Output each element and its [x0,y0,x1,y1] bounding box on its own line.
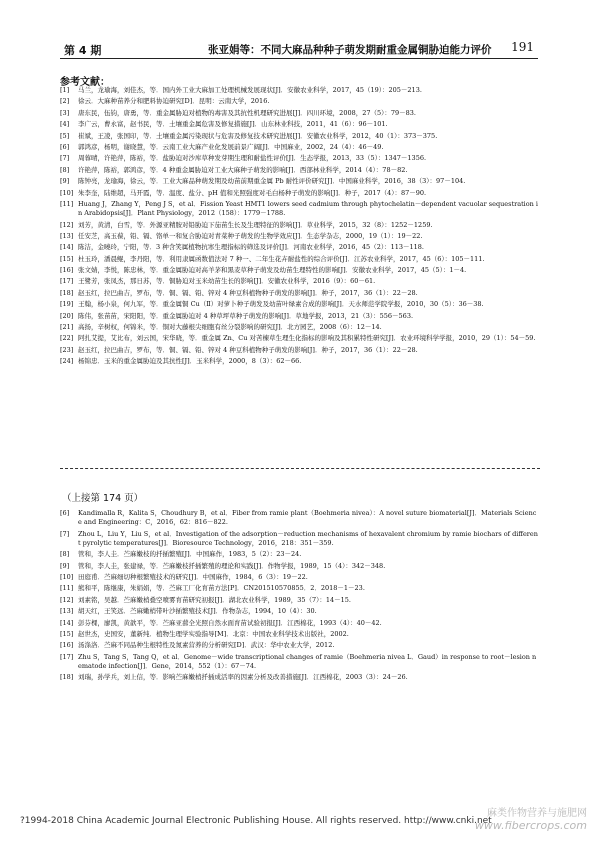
reference-number: [5] [60,131,70,140]
reference-number: [11] [60,199,74,208]
reference-text: 周蓉晴，许艳萍，陈裕，等．盐胁迫对沙库草种发芽期生理和耐盐性评价[J]．生态学报，2013，33（5）：1347－1356. [78,154,427,163]
reference-number: [24] [60,357,74,366]
reference-text: 胡天红，王笑远．苎麻嫩梢带叶沙插繁殖技术[J]．作物杂志，1994，10（4）：30. [78,607,317,616]
reference-text: 刘芳，黄清，白雪，等．外源亚精胺对铅胁迫下茄苗生长及生理特征的影响[J]．草业科学，2015，32（8）：1252－1259. [78,220,433,229]
reference-item [60,200,540,218]
reference-text: 徐云．大麻种苗养分和肥料协迫研究[D]．昆明：云南大学，2016. [78,97,270,106]
reference-number: [16] [60,641,74,650]
reference-text: 唐东民，伍钧，唐勇，等．重金属胁迫对植物的毒害及其抗性机理研究进展[J]．四川环境，2008，27（5）：79－83. [78,108,416,117]
reference-item [60,323,540,332]
reference-number: [17] [60,277,74,286]
reference-item [60,232,540,241]
reference-list [60,86,540,369]
running-header [60,36,538,59]
reference-text: 任安芝，高玉葆，铅、镉、铬单一和复合胁迫对青菜种子萌发的生物学效应[J]．生态学杂志，2000，19（1）：19－22. [78,231,423,240]
reference-text: 陈洁，金曉玲，宁阳，等．3 种含笑属植物抗寒生理指标的筛选及评价[J]．河南农业科学，2016，45（2）：113－118. [78,243,424,252]
reference-number: [18] [60,288,74,297]
reference-number: [10] [60,188,74,197]
reference-item [60,109,540,118]
reference-text: Zhou L，Liu Y，Liu S，et al．Investigation of the adsorption－reduction mechanisms of hexavalent chromium by ramie biochars of different pyrolytic temperatures[J]．Bioresource Technology，2016，218：351－359. [78,529,538,547]
reference-number: [6] [60,142,70,151]
reference-text: 朱李奎，陆维超，马开霞，等．温度、盐分、pH 值和光照强度对毛白杨种子萌发的影响[J]．种子，2017（4）：87－90. [78,188,427,197]
reference-number: [9] [60,561,70,570]
reference-item [60,120,540,129]
reference-number: [14] [60,243,74,252]
reference-text: Zhu S，Tang S，Tang Q，et al．Genome－wide transcriptional changes of ramie（Boehmeria nivea L．Gaud）in response to root－lesion nematode infection[J]．Gene，2014，552（1）：67－74. [78,652,537,670]
continued-label: （上接第 174 页） [62,493,144,504]
reference-item [60,97,540,106]
running-title: 张亚娟等：不同大麻品种种子萌发期耐重金属铜胁迫能力评价 [208,44,492,56]
reference-text: 许艳萍，陈裕，郭鸿彦，等．4 种重金属胁迫对工业大麻种子萌发的影响[J]．西部林业科学，2014（4）：78－82. [78,165,408,174]
reference-text: 管和，李人圭，张建禄，等．苎麻嫩枝扦插繁殖的理论和实践[J]．作物学报，1989，15（4）：342－348. [78,561,386,570]
reference-text: 马兰，龙瑜海，刘佳杰，等．国内外工业大麻加工处理机械发展现状[J]．安徽农业科学，2017，45（19）：205－213. [78,86,422,94]
reference-item [60,132,540,141]
reference-item [60,509,540,527]
reference-number: [12] [60,220,74,229]
reference-text: 赵玉红，拉巴曲吉，罗布，等．铜、镉、铅、锌对 4 种豆科植物种子萌发的影响[J]．种子，2017，36（1）：22－28. [78,345,418,354]
references-heading: 参考文献： [60,77,110,88]
reference-number: [14] [60,618,74,627]
reference-number: [16] [60,266,74,275]
watermark [475,808,587,832]
reference-item [60,166,540,175]
reference-text: 杨锦忠．玉米的重金属胁迫及其抗性[J]．玉米科学，2000，8（3）：62－66. [78,357,302,366]
page-number: 191 [511,40,534,54]
reference-text: 王鹭芳，张凤杰，那日苏，等．铜胁迫对玉米幼苗生长的影响[J]．安徽农业科学，2016（9）：60－61. [78,277,376,286]
reference-text: 赵玉红，拉巴曲吉，罗布，等．铜、镉、铅、锌对 4 种豆科植物种子萌发的影响[J]．种子，2017，36（1）：22－28. [78,288,418,297]
reference-item [60,673,540,682]
reference-item [60,653,540,671]
reference-text: 熊和平，陈继康，朱娟娟，等．苎麻工厂化育苗方法[P]．CN201510570855．2．2018－1－23. [78,584,365,593]
reference-number: [7] [60,154,70,163]
reference-number: [8] [60,550,70,559]
reference-number: [18] [60,673,74,682]
reference-text: 田庭甫．苎麻细切种根繁殖技术的研究[J]．中国麻作，1984，6（3）：19－22. [78,572,308,581]
reference-number: [7] [60,529,70,538]
reference-number: [21] [60,323,74,332]
reference-text: 阿扎艾提，艾比布，刘云国，宋华晓，等．重金属 Zn、Cu 对苦楝草生理生化指标的影响及其积累特性研究[J]．农业环境科学学报，2010，29（1）：54－59. [78,334,536,343]
reference-item [60,289,540,298]
reference-text: 杜玉玲，潘晨鲲，李丹阳，等．利用隶属函数值法对 7 种一、二年生花卉耐盐性的综合评价[J]．江苏农业科学，2017，45（6）：105－111. [78,254,485,263]
reference-text: 刘素铭，吴越．苎麻嫩梢叠空喷雾育苗研究初报[J]．湖北农业科学，1989，35（7）：14－15. [78,595,351,604]
reference-number: [8] [60,165,70,174]
reference-text: 汤涤洛．苎麻不同品种生根特性及氮素营养的分析研究[D]．武汉：华中农业大学，2012. [78,641,335,650]
reference-item [60,221,540,230]
reference-item [60,550,540,559]
reference-item [60,255,540,264]
reference-number: [1] [60,86,70,94]
issue-number: 第 4 期 [64,44,102,57]
reference-item [60,607,540,616]
reference-number: [12] [60,595,74,604]
reference-text: 张文婧，李悦，陈忠林，等．重金属胁迫对高羊茅和黑麦草种子萌发及幼苗生理特性的影响[J]．安徽农业科学，2017，45（5）：1－4. [78,266,467,275]
continued-reference-list [60,509,540,685]
watermark-url: www.fibercrops.com [474,819,587,832]
reference-item [60,596,540,605]
reference-item [60,346,540,355]
reference-item [60,562,540,571]
reference-number: [3] [60,108,70,117]
reference-item [60,86,540,95]
reference-item [60,573,540,582]
reference-item [60,243,540,252]
reference-item [60,584,540,593]
reference-number: [23] [60,345,74,354]
reference-number: [10] [60,572,74,581]
reference-text: 彭芬棵，廖凯，黄歆平，等．苎麻亚蔀全光照自然水面育苗试验初报[J]．江西棉花，1993（4）：40－42. [78,618,382,627]
reference-item [60,630,540,639]
copyright-footer: ?1994-2018 China Academic Journal Electronic Publishing House. All rights reserved. http://www.cnki.net [20,816,492,826]
reference-text: 赵世杰，史国安，董新纯．植物生理学实验指导[M]．北京：中国农业科学技术出版社，2002. [78,629,349,638]
reference-item [60,154,540,163]
reference-number: [20] [60,311,74,320]
reference-item [60,357,540,366]
reference-item [60,334,540,343]
reference-text: 崔斌，王凌，张国印，等．土壤重金属污染现状与危害及修复技术研究进展[J]．安徽农业科学，2012，40（1）：373－375. [78,131,438,140]
reference-text: 王翰，杨小泉，何九军，等．重金属铜 Cu（Ⅱ）对萝卜种子萌发及幼苗叶绿素合成的影响[J]．天水师范学院学报，2010，30（5）：36－38. [78,300,484,309]
reference-item [60,177,540,186]
reference-text: 陈伟，张苗苗，宋阳阳，等．重金属胁迫对 4 种草坪草种子萌发的影响[J]．草地学报，2013，21（3）：556－563. [78,311,414,320]
watermark-title: 麻类作物营养与施肥网 [487,808,587,819]
reference-item [60,143,540,152]
reference-item [60,300,540,309]
reference-item [60,641,540,650]
reference-text: Kandimalla R，Kalita S，Choudhury B，et al．Fiber from ramie plant（Boehmeria nivea）：A novel suture biomaterial[J]．Materials Science and Engineering：C，2016，62：816－822. [78,509,537,527]
reference-number: [4] [60,120,70,129]
reference-item [60,312,540,321]
reference-number: [17] [60,652,74,661]
reference-number: [15] [60,629,74,638]
reference-number: [9] [60,177,70,186]
reference-number: [13] [60,607,74,616]
reference-text: 陈钟亮，龙瑜海，徐云，等．工业大麻品种萌发期及幼苗前期重金属 Pb 耐性评价研究[J]．中国麻业科学，2016，38（3）：97－104. [78,177,466,186]
reference-text: 高扬，辛树权，何锦米，等．铜对大藤根尖细胞有丝分裂影响的研究[J]．北方园艺，2008（6）：12－14. [78,323,382,332]
reference-item [60,530,540,548]
reference-item [60,266,540,275]
reference-text: 郭鸿彦，杨明，谢晓慧，等．云南工业大麻产业化发展前景广阔[J]．中国麻业，2002，24（4）：46－49. [78,142,384,151]
section-divider [60,468,540,469]
reference-text: Huang J，Zhang Y，Peng J S，et al．Fission Yeast HMT1 lowers seed cadmium through phytochelatin－dependent vacuolar sequestration in Arabidopsis[J]．Plant Physiology，2012（158）：1779－1788. [78,199,539,218]
reference-text: 李广云，曹永富，赵书民，等．土壤重金属危害及修复措施[J]．山东林业科技，2011，41（6）：96－101. [78,120,388,129]
reference-number: [22] [60,334,74,343]
reference-text: 管和，李人圭．苎麻嫩枝的扦插繁殖[J]．中国麻作，1983，5（2）：23－24. [78,550,302,559]
reference-number: [2] [60,97,70,106]
reference-item [60,619,540,628]
reference-number: [15] [60,254,74,263]
reference-number: [19] [60,300,74,309]
reference-number: [13] [60,231,74,240]
reference-item [60,277,540,286]
reference-item [60,189,540,198]
reference-text: 刘瑞，孙学兵，刘上信，等．影响苎麻嫩梢扦插成活率的因素分析及改善措施[J]．江西棉花，2003（3）：24－26. [78,673,408,682]
reference-number: [6] [60,509,70,517]
reference-number: [11] [60,584,74,593]
